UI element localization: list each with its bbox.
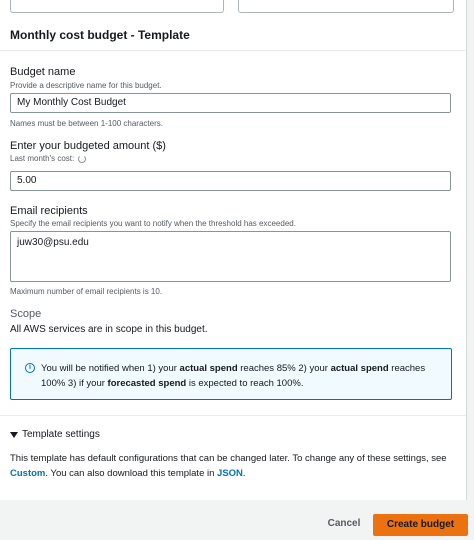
info-icon: i (25, 363, 35, 373)
custom-link[interactable]: Custom (10, 468, 46, 479)
loading-spinner-icon (78, 155, 86, 163)
template-option-card-left[interactable] (10, 0, 224, 13)
scope-text: All AWS services are in scope in this budget. (10, 324, 208, 335)
last-month-cost-label: Last month's cost: (10, 154, 75, 163)
caret-down-icon[interactable] (10, 432, 18, 438)
template-settings-text: This template has default configurations that can be changed later. To change any of these settings, see Custom. You can also download this template in JSON. (10, 453, 447, 479)
last-month-cost (10, 154, 86, 163)
email-recipients-constraint: Maximum number of email recipients is 10. (10, 287, 163, 296)
email-recipients-description: Specify the email recipients you want to notify when the threshold has exceeded. (10, 219, 296, 228)
alert-message: You will be notified when 1) your actual spend reaches 85% 2) your actual spend reaches 100% 3) if your forecasted spend is expected to reach 100%. (41, 363, 426, 389)
budget-name-input[interactable]: My Monthly Cost Budget (10, 93, 451, 113)
budget-amount-label: Enter your budgeted amount ($) (10, 140, 166, 152)
section-title: Monthly cost budget - Template (10, 28, 190, 42)
notification-info-alert (10, 348, 452, 400)
budget-name-constraint: Names must be between 1-100 characters. (10, 119, 163, 128)
email-recipients-label: Email recipients (10, 205, 88, 217)
divider (0, 50, 466, 51)
json-link[interactable]: JSON (217, 468, 243, 479)
budget-name-description: Provide a descriptive name for this budget. (10, 81, 162, 90)
template-option-card-right[interactable] (238, 0, 454, 13)
divider (0, 415, 466, 416)
create-budget-button[interactable]: Create budget (373, 514, 468, 536)
budget-name-label: Budget name (10, 66, 76, 78)
budget-amount-input[interactable]: 5.00 (10, 171, 451, 191)
email-recipients-input[interactable]: juw30@psu.edu (10, 231, 451, 282)
template-settings-toggle[interactable]: Template settings (22, 429, 100, 440)
scope-label: Scope (10, 308, 42, 320)
cancel-button[interactable]: Cancel (327, 518, 361, 529)
